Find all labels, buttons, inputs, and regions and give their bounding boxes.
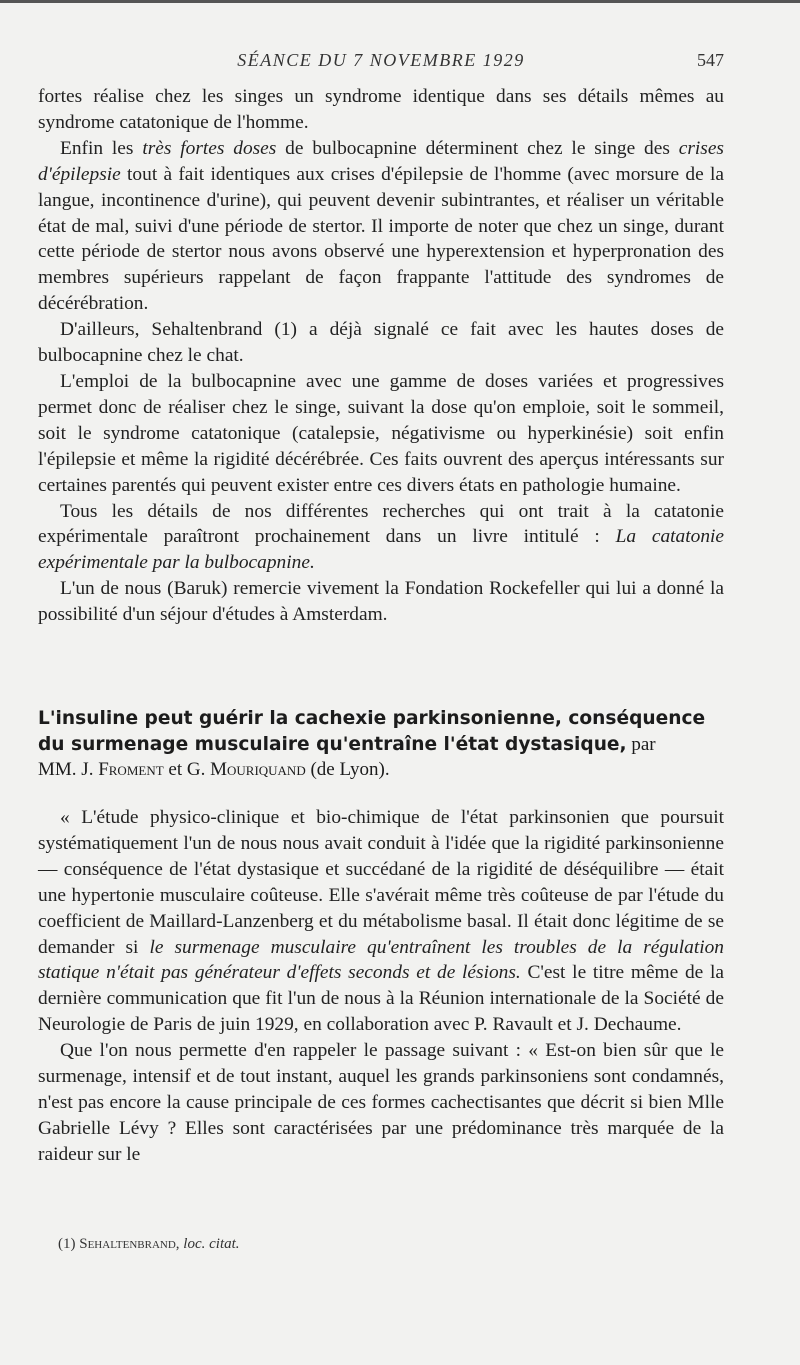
article-body: [38, 805, 724, 1168]
q1-italic: le surmenage musculaire qu'entraînent les troubles de la régulation statique n'était pas générateur d'effets seconds et de lésions.: [38, 936, 724, 984]
footnote-marker: (1): [58, 1236, 80, 1252]
paragraph-4: L'emploi de la bulbocapnine avec une gamme de doses variées et progressives permet donc de réaliser chez le singe, suivant la dose qu'on emploie, soit le sommeil, soit le syndrome catatonique (catalepsie, négativisme ou hyperkinésie) soit enfin l'épilepsie et même la rigidité décérébrée. Ces faits ouvrent des aperçus intéressants sur certaines parentés qui peuvent exister entre ces divers états en pathologie humaine.: [38, 370, 724, 496]
quote-paragraph-1: [38, 805, 724, 1038]
p2-italic-b: crises d'épilepsie: [38, 137, 724, 185]
q1-text-a: « L'étude physico-clinique et bio-chimique de l'état parkinsonien que poursuit systématiquement l'un de nous nous avait conduit à l'idée que la rigidité parkinsonienne — conséquence de l'état dystasique et succédané de la rigidité de déséquilibre — était une hypertonie musculaire coûteuse. Elle s'avérait même très coûteuse de par l'étude du coefficient de Maillard-Lanzenberg et du métabolisme basal. Il était donc légitime de se demander si: [38, 807, 724, 958]
author-2: G. Mouriquand: [186, 759, 306, 780]
byline-par: par: [626, 733, 656, 755]
paragraph-2: [38, 136, 724, 317]
top-rule: [0, 0, 800, 3]
byline-and: et: [163, 759, 187, 780]
book-title: La catatonie expérimentale par la bulbocapnine.: [38, 526, 725, 574]
page-header: [38, 50, 724, 76]
byline-prefix: MM.: [38, 759, 82, 780]
title-text: L'insuline peut guérir la cachexie parkinsonienne, conséquence du surmenage musculaire qu'entraîne l'état dystasique,: [38, 708, 706, 755]
paragraph-6: L'un de nous (Baruk) remercie vivement la Fondation Rockefeller qui lui a donné la possibilité d'un séjour d'études à Amsterdam.: [38, 578, 724, 626]
p2-text-c: de bulbocapnine déterminent chez le singe des: [276, 137, 679, 159]
running-head: SÉANCE DU 7 NOVEMBRE 1929: [237, 50, 525, 70]
footnote: [58, 1236, 240, 1253]
p2-text-e: tout à fait identiques aux crises d'épilepsie de l'homme (avec morsure de la langue, incontinence d'urine), qui peuvent devenir subintrantes, et réaliser un véritable état de mal, suivi d'une période de stertor. Il importe de noter que chez un singe, durant cette période de stertor nous avons observé une hyperextension et hyperpronation des membres supérieurs rappelant de façon frappante l'attitude des syndromes de décérébration.: [38, 163, 724, 315]
article-title: [38, 706, 724, 783]
paragraph-1: fortes réalise chez les singes un syndrome identique dans ses détails mêmes au syndrome catatonique de l'homme.: [38, 86, 724, 133]
q1-text-c: C'est le titre même de la dernière communication que fit l'un de nous à la Réunion internationale de la Société de Neurologie de Paris de juin 1929, en collaboration avec P. Ravault et J. Dechaume.: [38, 962, 725, 1036]
footnote-author: Sehaltenbrand,: [79, 1236, 180, 1252]
article-continuation: [38, 84, 724, 628]
affiliation: (de Lyon).: [305, 759, 390, 780]
page-number: 547: [697, 50, 724, 70]
p5-text: Tous les détails de nos différentes recherches qui ont trait à la catatonie expérimentale paraîtront prochainement dans un livre intitulé :: [38, 500, 724, 548]
footnote-ref: loc. citat.: [179, 1236, 240, 1252]
author-1: J. Froment: [81, 759, 164, 780]
quote-paragraph-2: Que l'on nous permette d'en rappeler le passage suivant : « Est-on bien sûr que le surmenage, intensif et de tout instant, auquel les grands parkinsoniens sont condamnés, n'est pas encore la cause principale de ces formes cachectisantes que décrit si bien Mlle Gabrielle Lévy ? Elles sont caractérisées par une prédominance très marquée de la raideur sur le: [38, 1040, 724, 1165]
p2-text-a: Enfin les: [60, 137, 143, 159]
paragraph-5: [38, 499, 724, 577]
p2-italic-a: très fortes doses: [142, 137, 277, 159]
paragraph-3: D'ailleurs, Sehaltenbrand (1) a déjà signalé ce fait avec les hautes doses de bulbocapnine chez le chat.: [38, 319, 724, 367]
